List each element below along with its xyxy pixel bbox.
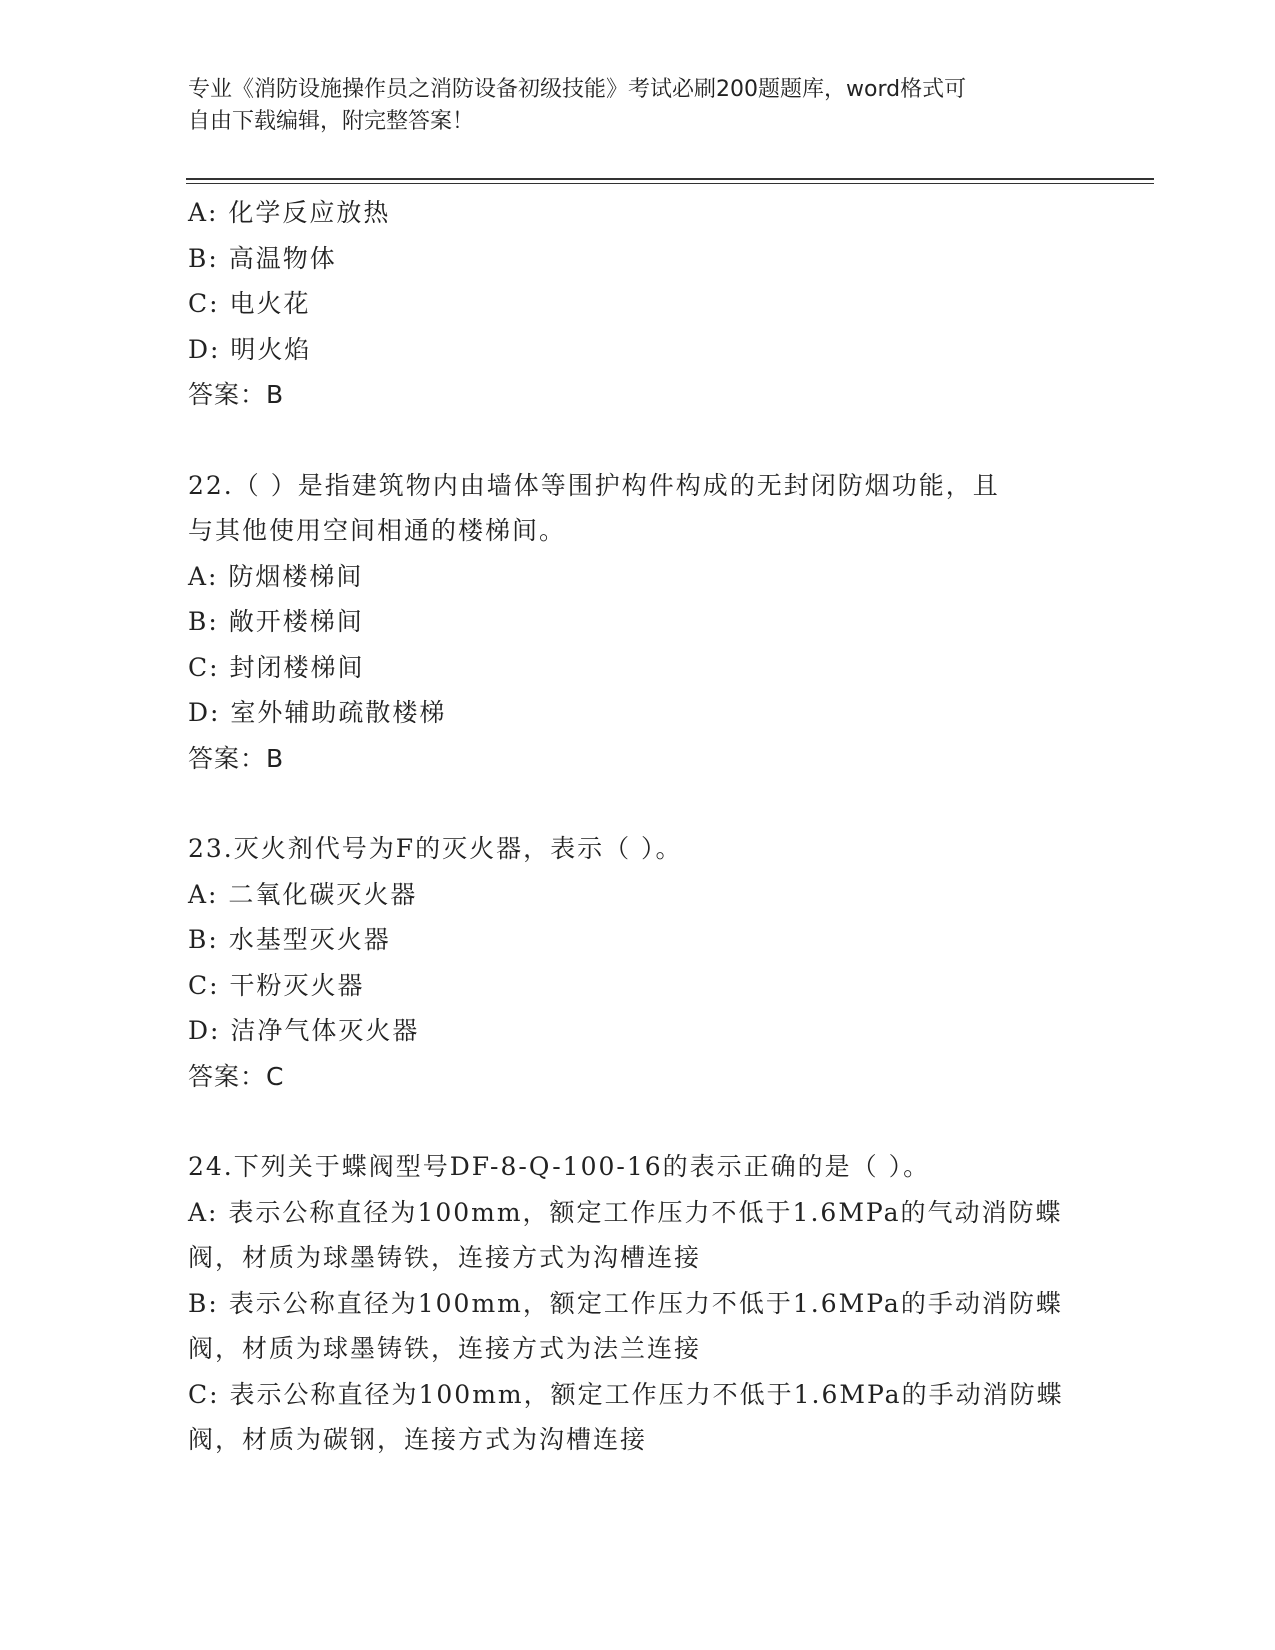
answer-option: A: 表示公称直径为100mm，额定工作压力不低于1.6MPa的气动消防蝶	[188, 1197, 1063, 1227]
answer-option: C: 表示公称直径为100mm，额定工作压力不低于1.6MPa的手动消防蝶	[188, 1379, 1064, 1409]
question-block	[188, 826, 1088, 1099]
answer-option: C: 封闭楼梯间	[188, 652, 365, 682]
answer-option: B: 高温物体	[188, 243, 337, 273]
answer-key: 答案：B	[188, 380, 285, 409]
question-text: 22.（ ）是指建筑物内由墙体等围护构件构成的无封闭防烟功能，且	[188, 470, 1000, 500]
answer-option: B: 表示公称直径为100mm，额定工作压力不低于1.6MPa的手动消防蝶	[188, 1288, 1063, 1318]
answer-option: D: 明火焰	[188, 334, 312, 364]
block-gap	[188, 1099, 1088, 1144]
answer-key: 答案：C	[188, 1061, 285, 1091]
question-block	[188, 190, 1088, 418]
answer-option: D: 洁净气体灭火器	[188, 1016, 420, 1045]
question-text: 24.下列关于蝶阀型号DF-8-Q-100-16的表示正确的是（ ）。	[188, 1152, 931, 1181]
answer-key: 答案：B	[188, 743, 285, 773]
question-block	[188, 1144, 1088, 1463]
answer-option: B: 水基型灭火器	[188, 925, 391, 954]
answer-option: A: 化学反应放热	[188, 198, 391, 227]
answer-option: C: 干粉灭火器	[188, 970, 365, 1000]
question-text: 与其他使用空间相通的楼梯间。	[188, 516, 567, 545]
answer-option: D: 室外辅助疏散楼梯	[188, 698, 447, 727]
answer-option: 阀，材质为球墨铸铁，连接方式为沟槽连接	[188, 1243, 702, 1272]
answer-option: A: 二氧化碳灭火器	[188, 879, 418, 909]
question-block	[188, 463, 1088, 782]
header-divider-thin	[186, 183, 1154, 184]
header-divider-thick	[186, 178, 1154, 180]
question-text: 23.灭火剂代号为F的灭火器，表示（ ）。	[188, 834, 683, 863]
answer-option: C: 电火花	[188, 289, 311, 318]
header-line-1: 专业《消防设施操作员之消防设备初级技能》考试必刷200题题库，word格式可	[188, 77, 967, 102]
question-list	[188, 190, 1088, 1463]
answer-option: 阀，材质为球墨铸铁，连接方式为法兰连接	[188, 1334, 702, 1363]
answer-option: B: 敞开楼梯间	[188, 607, 364, 636]
answer-option: A: 防烟楼梯间	[188, 561, 364, 591]
block-gap	[188, 418, 1088, 463]
answer-option: 阀，材质为碳钢，连接方式为沟槽连接	[188, 1425, 648, 1454]
block-gap	[188, 781, 1088, 826]
header-line-2: 自由下载编辑，附完整答案！	[188, 109, 475, 134]
document-header	[188, 74, 1088, 138]
